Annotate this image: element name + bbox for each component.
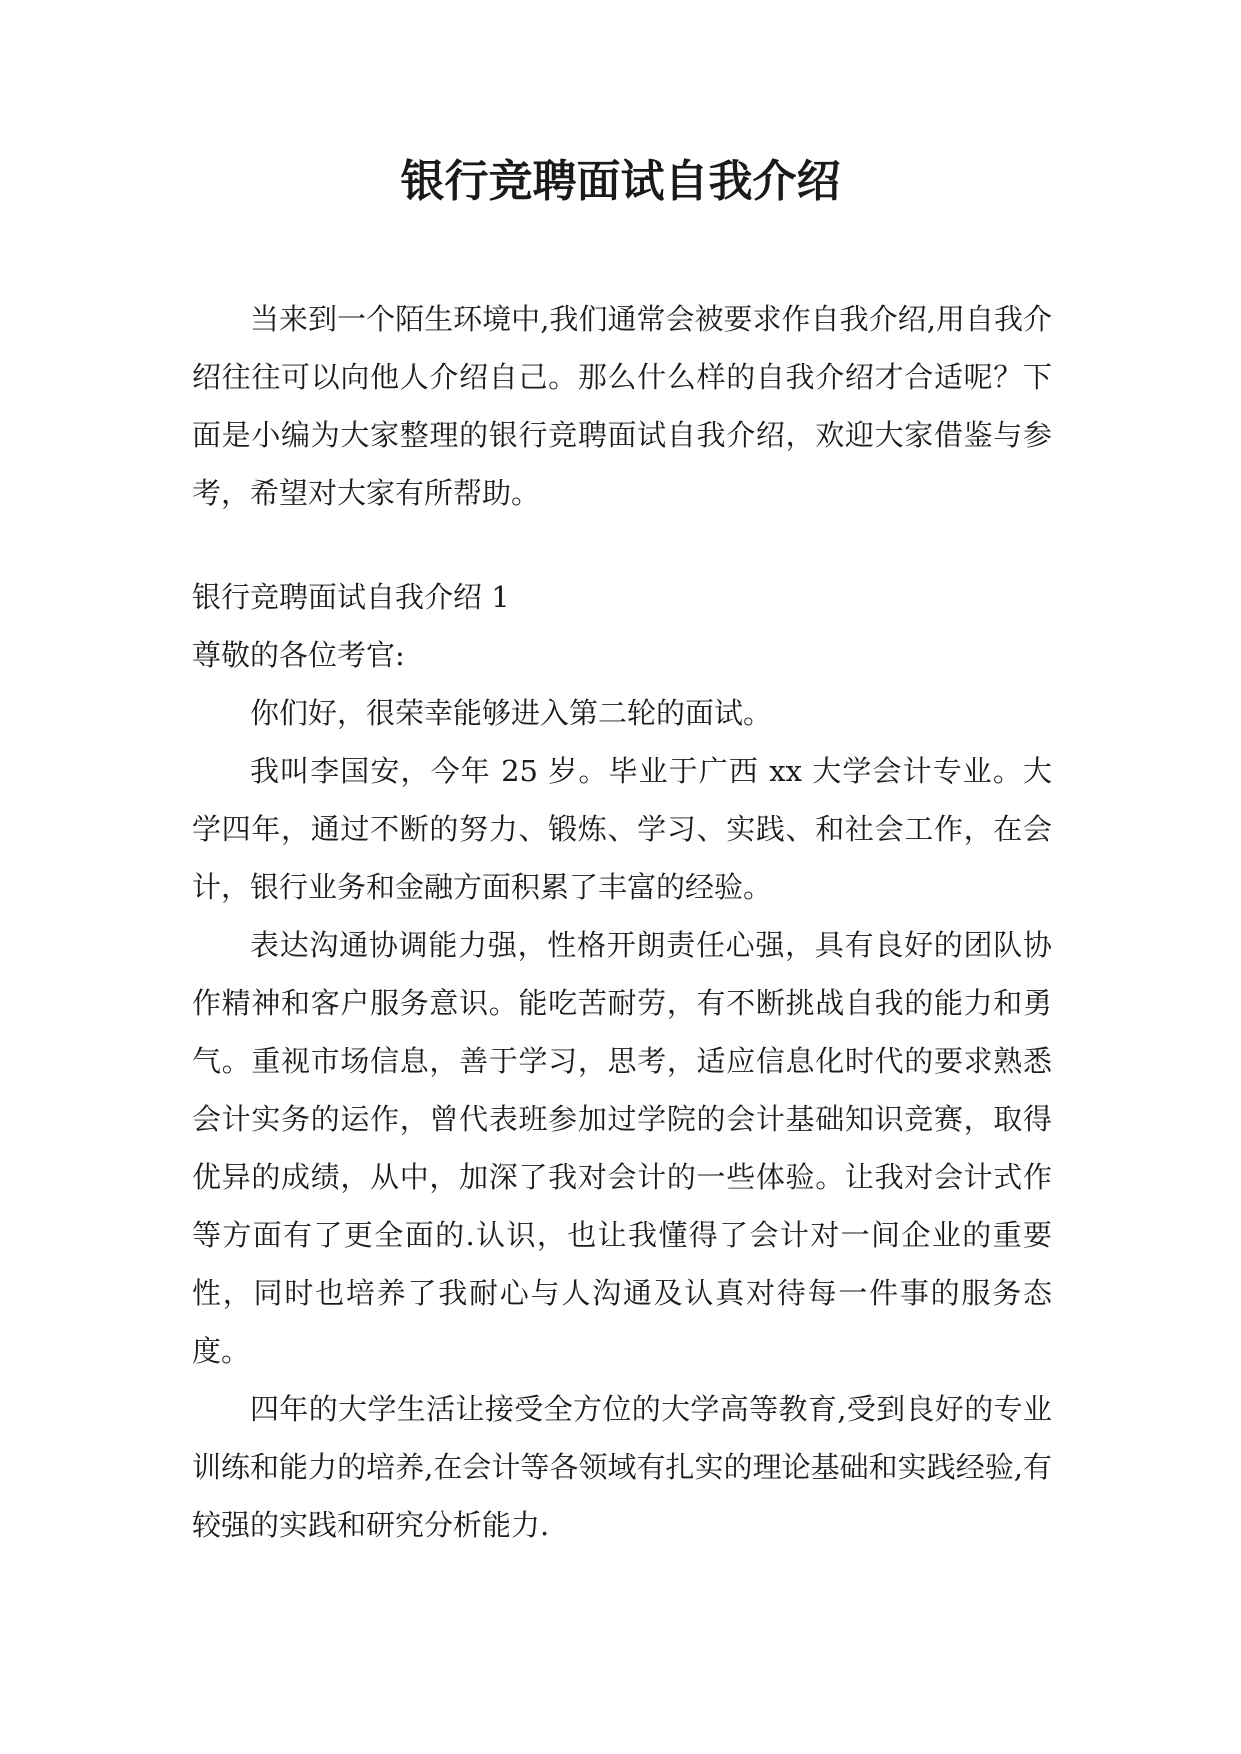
- body-paragraph: 四年的大学生活让接受全方位的大学高等教育,受到良好的专业训练和能力的培养,在会计等各领域有扎实的理论基础和实践经验,有较强的实践和研究分析能力.: [192, 1392, 1052, 1542]
- salutation: 尊敬的各位考官:: [192, 638, 405, 672]
- body-paragraph: 我叫李国安，今年 25 岁。毕业于广西 xx 大学会计专业。大学四年，通过不断的努力、锻炼、学习、实践、和社会工作，在会计，银行业务和金融方面积累了丰富的经验。: [192, 754, 1052, 904]
- section-heading: 银行竞聘面试自我介绍 1: [192, 580, 510, 614]
- body-paragraph: 你们好，很荣幸能够进入第二轮的面试。: [250, 696, 773, 730]
- body-paragraph: 表达沟通协调能力强，性格开朗责任心强，具有良好的团队协作精神和客户服务意识。能吃苦耐劳，有不断挑战自我的能力和勇气。重视市场信息，善于学习，思考，适应信息化时代的要求熟悉会计实务的运作，曾代表班参加过学院的会计基础知识竞赛，取得优异的成绩，从中，加深了我对会计的一些体验。让我对会计式作等方面有了更全面的.认识，也让我懂得了会计对一间企业的重要性，同时也培养了我耐心与人沟通及认真对待每一件事的服务态度。: [192, 928, 1052, 1368]
- intro-paragraph: 当来到一个陌生环境中,我们通常会被要求作自我介绍,用自我介绍往往可以向他人介绍自己。那么什么样的自我介绍才合适呢？下面是小编为大家整理的银行竞聘面试自我介绍，欢迎大家借鉴与参考，希望对大家有所帮助。: [192, 302, 1052, 510]
- document-body: [192, 290, 1052, 1554]
- document-title: 银行竞聘面试自我介绍: [400, 156, 841, 207]
